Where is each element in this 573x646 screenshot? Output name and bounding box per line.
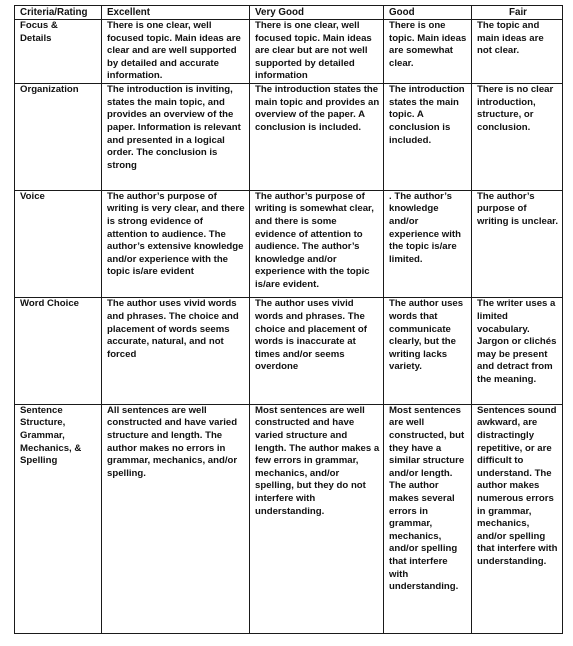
table-row — [15, 84, 563, 191]
criteria-cell: Word Choice — [15, 298, 102, 405]
excellent-cell: The introduction is inviting, states the main topic, and provides an overview of the paper. Information is relevant and presented in a logical order. The conclusion is strong — [102, 84, 250, 191]
table-row — [15, 404, 563, 633]
very-good-cell: Most sentences are well constructed and have varied structure and length. The author makes a few errors in grammar, mechanics, and/or spelling, but they do not interfere with understanding. — [250, 404, 384, 633]
good-cell: The introduction states the main topic. A conclusion is included. — [384, 84, 472, 191]
table-row — [15, 190, 563, 298]
good-cell: The author uses words that communicate clearly, but the writing lacks variety. — [384, 298, 472, 405]
table-row — [15, 20, 563, 84]
fair-cell: The topic and main ideas are not clear. — [472, 20, 563, 84]
very-good-cell: The introduction states the main topic and provides an overview of the paper. A conclusion is included. — [250, 84, 384, 191]
very-good-cell: There is one clear, well focused topic. Main ideas are clear but are not well supported by detailed information — [250, 20, 384, 84]
good-cell: Most sentences are well constructed, but they have a similar structure and/or length. The author makes several errors in grammar, mechanics, and/or spelling that interfere with understanding. — [384, 404, 472, 633]
rubric-table — [14, 5, 563, 634]
very-good-cell: The author’s purpose of writing is somewhat clear, and there is some evidence of attention to audience. The author’s knowledge and/or experience with the topic is/are evident. — [250, 190, 384, 298]
header-good: Good — [384, 6, 472, 20]
excellent-cell: There is one clear, well focused topic. Main ideas are clear and are well supported by detailed and accurate information. — [102, 20, 250, 84]
good-cell: There is one topic. Main ideas are somewhat clear. — [384, 20, 472, 84]
criteria-cell: Focus & Details — [15, 20, 102, 84]
very-good-cell: The author uses vivid words and phrases. The choice and placement of words is inaccurate at times and/or seems overdone — [250, 298, 384, 405]
fair-cell: There is no clear introduction, structure, or conclusion. — [472, 84, 563, 191]
header-fair: Fair — [472, 6, 563, 20]
fair-cell: Sentences sound awkward, are distractingly repetitive, or are difficult to understand. The author makes numerous errors in grammar, mechanics, and/or spelling that interfere with understanding. — [472, 404, 563, 633]
excellent-cell: The author’s purpose of writing is very clear, and there is strong evidence of attention to audience. The author’s extensive knowledge and/or experience with the topic is/are evident — [102, 190, 250, 298]
header-very-good: Very Good — [250, 6, 384, 20]
excellent-cell: All sentences are well constructed and have varied structure and length. The author makes no errors in grammar, mechanics, and/or spelling. — [102, 404, 250, 633]
table-row — [15, 298, 563, 405]
header-criteria: Criteria/Rating — [15, 6, 102, 20]
good-cell: . The author’s knowledge and/or experience with the topic is/are limited. — [384, 190, 472, 298]
header-excellent: Excellent — [102, 6, 250, 20]
criteria-cell: Sentence Structure, Grammar, Mechanics, & Spelling — [15, 404, 102, 633]
criteria-cell: Voice — [15, 190, 102, 298]
header-row — [15, 6, 563, 20]
fair-cell: The writer uses a limited vocabulary. Jargon or clichés may be present and detract from the meaning. — [472, 298, 563, 405]
excellent-cell: The author uses vivid words and phrases. The choice and placement of words seems accurate, natural, and not forced — [102, 298, 250, 405]
fair-cell: The author’s purpose of writing is unclear. — [472, 190, 563, 298]
criteria-cell: Organization — [15, 84, 102, 191]
